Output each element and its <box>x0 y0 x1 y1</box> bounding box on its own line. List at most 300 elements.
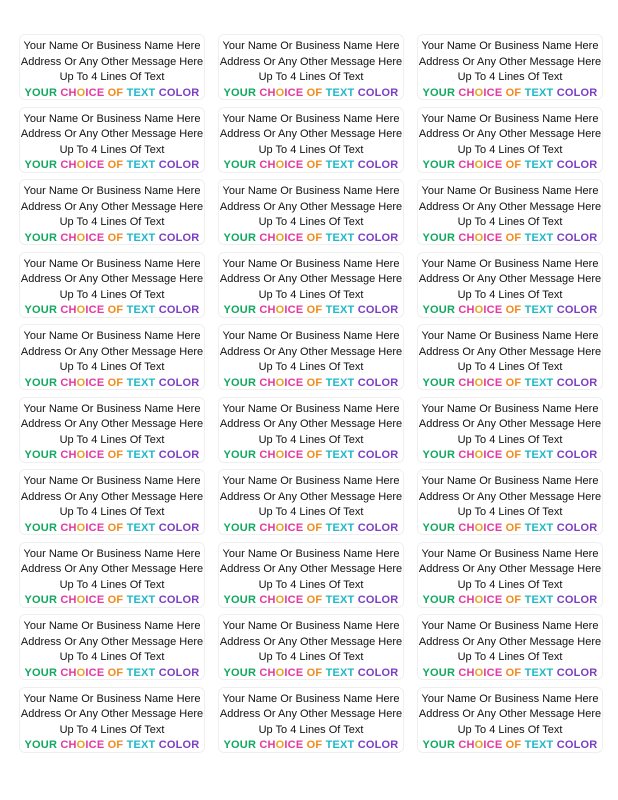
color-text-segment: YOUR <box>223 304 260 316</box>
label-line-1: Your Name Or Business Name Here <box>421 40 599 52</box>
label-line-2: Address Or Any Other Message Here <box>20 128 204 140</box>
color-text-segment: OF <box>306 449 326 461</box>
label-color-line <box>418 666 602 682</box>
color-text-segment: OF <box>505 304 525 316</box>
color-text-segment: COLOR <box>158 86 200 99</box>
label-line-1: Your Name Or Business Name Here <box>421 330 599 342</box>
label-line-1: Your Name Or Business Name Here <box>23 257 201 270</box>
color-text-segment: YOUR <box>223 666 260 679</box>
color-text-segment: OF <box>306 86 326 99</box>
color-text-segment: TEXT <box>524 739 557 751</box>
color-text-segment: TEXT <box>325 666 358 679</box>
color-text-segment: ICE <box>85 86 108 99</box>
color-text-segment: YOUR <box>24 594 61 606</box>
address-label <box>417 469 603 535</box>
color-text-segment: ICE <box>483 594 506 606</box>
color-text-segment: YOUR <box>24 159 61 171</box>
color-text-segment: OF <box>107 231 127 244</box>
color-text-segment: TEXT <box>524 304 557 316</box>
label-color-line <box>418 86 602 102</box>
color-text-segment: CH <box>60 231 77 244</box>
address-label <box>218 614 404 680</box>
color-text-segment: O <box>76 449 86 461</box>
color-text-segment: COLOR <box>158 376 200 389</box>
label-line-1: Your Name Or Business Name Here <box>222 185 400 197</box>
color-text-segment: YOUR <box>223 594 260 606</box>
label-line-1: Your Name Or Business Name Here <box>222 547 400 560</box>
label-line-3: Up To 4 Lines Of Text <box>258 723 364 736</box>
label-color-line <box>219 448 403 464</box>
color-text-segment: OF <box>107 304 127 316</box>
color-text-segment: YOUR <box>422 594 459 606</box>
color-text-segment: ICE <box>284 666 307 679</box>
label-line-3: Up To 4 Lines Of Text <box>59 433 165 446</box>
label-line-2: Address Or Any Other Message Here <box>20 55 204 68</box>
color-text-segment: OF <box>505 159 525 171</box>
color-text-segment: CH <box>60 521 77 534</box>
color-text-segment: CH <box>259 86 276 99</box>
label-line-2: Address Or Any Other Message Here <box>418 128 602 140</box>
color-text-segment: TEXT <box>325 304 358 316</box>
color-text-segment: OF <box>505 376 525 389</box>
color-text-segment: CH <box>259 739 276 751</box>
label-line-3: Up To 4 Lines Of Text <box>457 361 563 373</box>
color-text-segment: YOUR <box>422 376 459 389</box>
color-text-segment: TEXT <box>524 231 557 244</box>
color-text-segment: OF <box>107 666 127 679</box>
label-color-line <box>20 376 204 392</box>
color-text-segment: O <box>275 86 285 99</box>
label-line-3: Up To 4 Lines Of Text <box>457 433 563 446</box>
color-text-segment: ICE <box>483 739 506 751</box>
color-text-segment: O <box>275 739 285 751</box>
color-text-segment: TEXT <box>126 449 159 461</box>
color-text-segment: COLOR <box>158 304 200 316</box>
color-text-segment: TEXT <box>126 739 159 751</box>
color-text-segment: YOUR <box>422 739 459 751</box>
label-line-2: Address Or Any Other Message Here <box>418 345 602 358</box>
color-text-segment: ICE <box>483 449 506 461</box>
color-text-segment: COLOR <box>556 666 598 679</box>
color-text-segment: O <box>275 594 285 606</box>
color-text-segment: COLOR <box>556 159 598 171</box>
color-text-segment: OF <box>505 666 525 679</box>
color-text-segment: ICE <box>483 304 506 316</box>
label-color-line <box>418 521 602 537</box>
color-text-segment: OF <box>306 231 326 244</box>
color-text-segment: COLOR <box>158 449 200 461</box>
color-text-segment: OF <box>306 594 326 606</box>
color-text-segment: ICE <box>85 666 108 679</box>
label-line-3: Up To 4 Lines Of Text <box>457 578 563 591</box>
color-text-segment: CH <box>458 449 475 461</box>
color-text-segment: ICE <box>483 521 506 534</box>
color-text-segment: O <box>474 449 484 461</box>
color-text-segment: TEXT <box>325 521 358 534</box>
label-line-3: Up To 4 Lines Of Text <box>457 723 563 736</box>
color-text-segment: COLOR <box>357 739 399 751</box>
color-text-segment: YOUR <box>422 449 459 461</box>
color-text-segment: COLOR <box>556 594 598 606</box>
color-text-segment: YOUR <box>422 86 459 99</box>
color-text-segment: CH <box>458 594 475 606</box>
color-text-segment: YOUR <box>223 159 260 171</box>
label-line-2: Address Or Any Other Message Here <box>418 708 602 720</box>
color-text-segment: YOUR <box>24 86 61 99</box>
color-text-segment: OF <box>505 231 525 244</box>
label-line-1: Your Name Or Business Name Here <box>421 692 599 705</box>
color-text-segment: CH <box>60 449 77 461</box>
label-line-3: Up To 4 Lines Of Text <box>258 651 364 663</box>
color-text-segment: YOUR <box>223 739 260 751</box>
color-text-segment: OF <box>306 739 326 751</box>
color-text-segment: CH <box>259 304 276 316</box>
label-line-3: Up To 4 Lines Of Text <box>258 361 364 373</box>
color-text-segment: O <box>275 231 285 244</box>
address-label <box>218 469 404 535</box>
label-line-1: Your Name Or Business Name Here <box>222 40 400 52</box>
color-text-segment: O <box>76 666 86 679</box>
color-text-segment: CH <box>458 521 475 534</box>
color-text-segment: O <box>474 521 484 534</box>
label-line-3: Up To 4 Lines Of Text <box>457 506 563 518</box>
label-color-line <box>20 158 204 174</box>
label-line-3: Up To 4 Lines Of Text <box>59 71 165 83</box>
color-text-segment: ICE <box>85 521 108 534</box>
color-text-segment: O <box>474 594 484 606</box>
color-text-segment: COLOR <box>556 521 598 534</box>
address-label <box>19 469 205 535</box>
color-text-segment: TEXT <box>524 86 557 99</box>
label-line-1: Your Name Or Business Name Here <box>23 330 201 342</box>
label-line-1: Your Name Or Business Name Here <box>222 330 400 342</box>
label-line-2: Address Or Any Other Message Here <box>20 708 204 720</box>
label-line-2: Address Or Any Other Message Here <box>219 708 403 720</box>
address-label <box>218 687 404 753</box>
color-text-segment: CH <box>458 86 475 99</box>
color-text-segment: O <box>474 376 484 389</box>
color-text-segment: OF <box>107 376 127 389</box>
address-label <box>218 107 404 173</box>
address-label <box>218 252 404 318</box>
color-text-segment: CH <box>259 666 276 679</box>
color-text-segment: ICE <box>85 159 108 171</box>
color-text-segment: OF <box>306 521 326 534</box>
label-line-1: Your Name Or Business Name Here <box>222 112 400 125</box>
address-label <box>218 542 404 608</box>
address-label <box>19 324 205 390</box>
color-text-segment: CH <box>60 304 77 316</box>
color-text-segment: COLOR <box>556 231 598 244</box>
color-text-segment: OF <box>306 159 326 171</box>
color-text-segment: ICE <box>284 231 307 244</box>
color-text-segment: O <box>275 159 285 171</box>
label-color-line <box>418 376 602 392</box>
color-text-segment: YOUR <box>223 376 260 389</box>
address-label <box>218 34 404 100</box>
label-color-line <box>418 593 602 609</box>
color-text-segment: CH <box>60 86 77 99</box>
color-text-segment: OF <box>306 376 326 389</box>
address-label <box>19 107 205 173</box>
label-line-2: Address Or Any Other Message Here <box>418 55 602 68</box>
label-line-2: Address Or Any Other Message Here <box>418 273 602 285</box>
address-label <box>417 252 603 318</box>
color-text-segment: CH <box>259 376 276 389</box>
color-text-segment: ICE <box>284 376 307 389</box>
address-label <box>417 179 603 245</box>
label-line-3: Up To 4 Lines Of Text <box>457 288 563 301</box>
label-line-3: Up To 4 Lines Of Text <box>258 71 364 83</box>
color-text-segment: CH <box>259 449 276 461</box>
color-text-segment: O <box>474 739 484 751</box>
color-text-segment: ICE <box>85 376 108 389</box>
color-text-segment: O <box>275 304 285 316</box>
color-text-segment: OF <box>107 86 127 99</box>
color-text-segment: TEXT <box>126 231 159 244</box>
address-label <box>417 614 603 680</box>
color-text-segment: YOUR <box>223 231 260 244</box>
label-line-1: Your Name Or Business Name Here <box>23 185 201 197</box>
color-text-segment: OF <box>107 159 127 171</box>
color-text-segment: CH <box>60 376 77 389</box>
color-text-segment: OF <box>505 594 525 606</box>
color-text-segment: O <box>275 666 285 679</box>
label-color-line <box>418 231 602 247</box>
color-text-segment: CH <box>60 739 77 751</box>
label-line-1: Your Name Or Business Name Here <box>222 475 400 487</box>
color-text-segment: O <box>275 376 285 389</box>
label-color-line <box>20 231 204 247</box>
label-line-1: Your Name Or Business Name Here <box>421 112 599 125</box>
label-line-2: Address Or Any Other Message Here <box>418 490 602 503</box>
label-line-2: Address Or Any Other Message Here <box>418 200 602 213</box>
label-line-2: Address Or Any Other Message Here <box>219 128 403 140</box>
label-color-line <box>20 86 204 102</box>
label-color-line <box>219 86 403 102</box>
color-text-segment: O <box>275 521 285 534</box>
label-line-3: Up To 4 Lines Of Text <box>59 578 165 591</box>
color-text-segment: YOUR <box>422 231 459 244</box>
label-color-line <box>418 448 602 464</box>
label-line-2: Address Or Any Other Message Here <box>219 273 403 285</box>
label-color-line <box>20 738 204 754</box>
color-text-segment: YOUR <box>24 666 61 679</box>
label-line-2: Address Or Any Other Message Here <box>20 418 204 430</box>
address-label <box>417 107 603 173</box>
color-text-segment: CH <box>259 594 276 606</box>
color-text-segment: ICE <box>85 594 108 606</box>
color-text-segment: TEXT <box>325 376 358 389</box>
color-text-segment: COLOR <box>158 521 200 534</box>
label-line-1: Your Name Or Business Name Here <box>222 620 400 632</box>
color-text-segment: OF <box>107 594 127 606</box>
label-line-2: Address Or Any Other Message Here <box>219 55 403 68</box>
color-text-segment: YOUR <box>24 739 61 751</box>
color-text-segment: CH <box>458 739 475 751</box>
label-line-1: Your Name Or Business Name Here <box>222 692 400 705</box>
label-line-2: Address Or Any Other Message Here <box>20 563 204 575</box>
address-label <box>417 34 603 100</box>
color-text-segment: YOUR <box>24 231 61 244</box>
color-text-segment: YOUR <box>24 521 61 534</box>
color-text-segment: ICE <box>284 304 307 316</box>
color-text-segment: CH <box>259 521 276 534</box>
color-text-segment: O <box>76 159 86 171</box>
address-label <box>417 542 603 608</box>
label-line-3: Up To 4 Lines Of Text <box>59 361 165 373</box>
color-text-segment: YOUR <box>24 376 61 389</box>
address-label <box>218 397 404 463</box>
color-text-segment: TEXT <box>325 594 358 606</box>
color-text-segment: TEXT <box>524 521 557 534</box>
label-color-line <box>20 448 204 464</box>
address-label <box>417 324 603 390</box>
color-text-segment: YOUR <box>223 86 260 99</box>
label-line-1: Your Name Or Business Name Here <box>222 402 400 415</box>
color-text-segment: CH <box>458 666 475 679</box>
color-text-segment: O <box>474 86 484 99</box>
address-label <box>417 687 603 753</box>
color-text-segment: TEXT <box>126 376 159 389</box>
color-text-segment: TEXT <box>524 376 557 389</box>
label-line-3: Up To 4 Lines Of Text <box>258 143 364 156</box>
color-text-segment: CH <box>458 304 475 316</box>
color-text-segment: ICE <box>284 739 307 751</box>
color-text-segment: OF <box>505 449 525 461</box>
color-text-segment: O <box>474 304 484 316</box>
label-line-2: Address Or Any Other Message Here <box>418 635 602 648</box>
color-text-segment: OF <box>107 521 127 534</box>
color-text-segment: COLOR <box>357 159 399 171</box>
color-text-segment: COLOR <box>556 449 598 461</box>
label-line-1: Your Name Or Business Name Here <box>421 402 599 415</box>
address-label <box>218 324 404 390</box>
label-color-line <box>20 521 204 537</box>
label-line-1: Your Name Or Business Name Here <box>421 257 599 270</box>
label-line-2: Address Or Any Other Message Here <box>418 563 602 575</box>
color-text-segment: CH <box>458 231 475 244</box>
color-text-segment: OF <box>505 739 525 751</box>
label-line-1: Your Name Or Business Name Here <box>23 402 201 415</box>
color-text-segment: COLOR <box>357 376 399 389</box>
color-text-segment: TEXT <box>524 159 557 171</box>
color-text-segment: ICE <box>483 666 506 679</box>
label-line-2: Address Or Any Other Message Here <box>219 490 403 503</box>
color-text-segment: CH <box>60 666 77 679</box>
label-line-1: Your Name Or Business Name Here <box>421 185 599 197</box>
color-text-segment: ICE <box>85 231 108 244</box>
color-text-segment: ICE <box>85 449 108 461</box>
color-text-segment: TEXT <box>126 521 159 534</box>
color-text-segment: CH <box>259 231 276 244</box>
color-text-segment: CH <box>458 376 475 389</box>
label-line-3: Up To 4 Lines Of Text <box>457 216 563 228</box>
label-line-3: Up To 4 Lines Of Text <box>258 506 364 518</box>
color-text-segment: O <box>76 521 86 534</box>
color-text-segment: TEXT <box>126 86 159 99</box>
label-color-line <box>20 593 204 609</box>
color-text-segment: CH <box>259 159 276 171</box>
color-text-segment: TEXT <box>524 594 557 606</box>
color-text-segment: O <box>474 159 484 171</box>
color-text-segment: CH <box>60 594 77 606</box>
color-text-segment: YOUR <box>422 159 459 171</box>
label-line-2: Address Or Any Other Message Here <box>219 200 403 213</box>
label-color-line <box>219 158 403 174</box>
label-color-line <box>219 303 403 319</box>
color-text-segment: COLOR <box>357 304 399 316</box>
color-text-segment: CH <box>60 159 77 171</box>
color-text-segment: O <box>76 739 86 751</box>
label-line-1: Your Name Or Business Name Here <box>421 475 599 487</box>
label-color-line <box>20 666 204 682</box>
label-color-line <box>219 666 403 682</box>
color-text-segment: COLOR <box>357 449 399 461</box>
color-text-segment: ICE <box>284 449 307 461</box>
label-line-3: Up To 4 Lines Of Text <box>59 651 165 663</box>
color-text-segment: OF <box>306 304 326 316</box>
label-line-2: Address Or Any Other Message Here <box>219 418 403 430</box>
label-line-1: Your Name Or Business Name Here <box>421 620 599 632</box>
color-text-segment: TEXT <box>524 666 557 679</box>
color-text-segment: O <box>76 231 86 244</box>
color-text-segment: O <box>76 376 86 389</box>
color-text-segment: COLOR <box>158 159 200 171</box>
label-line-2: Address Or Any Other Message Here <box>20 273 204 285</box>
label-line-1: Your Name Or Business Name Here <box>23 547 201 560</box>
address-label <box>19 542 205 608</box>
color-text-segment: TEXT <box>126 304 159 316</box>
label-line-2: Address Or Any Other Message Here <box>20 345 204 358</box>
color-text-segment: COLOR <box>556 304 598 316</box>
label-line-2: Address Or Any Other Message Here <box>219 345 403 358</box>
color-text-segment: COLOR <box>556 739 598 751</box>
color-text-segment: COLOR <box>556 86 598 99</box>
address-label <box>218 179 404 245</box>
color-text-segment: ICE <box>85 739 108 751</box>
label-line-2: Address Or Any Other Message Here <box>418 418 602 430</box>
label-line-1: Your Name Or Business Name Here <box>23 692 201 705</box>
label-line-1: Your Name Or Business Name Here <box>23 620 201 632</box>
label-line-2: Address Or Any Other Message Here <box>20 200 204 213</box>
color-text-segment: O <box>76 304 86 316</box>
color-text-segment: OF <box>306 666 326 679</box>
label-line-3: Up To 4 Lines Of Text <box>258 216 364 228</box>
label-line-3: Up To 4 Lines Of Text <box>59 288 165 301</box>
color-text-segment: O <box>474 231 484 244</box>
color-text-segment: COLOR <box>357 86 399 99</box>
color-text-segment: COLOR <box>158 739 200 751</box>
color-text-segment: TEXT <box>126 594 159 606</box>
label-color-line <box>219 231 403 247</box>
color-text-segment: YOUR <box>24 449 61 461</box>
label-color-line <box>418 158 602 174</box>
color-text-segment: TEXT <box>325 739 358 751</box>
color-text-segment: COLOR <box>158 594 200 606</box>
color-text-segment: TEXT <box>325 86 358 99</box>
label-line-3: Up To 4 Lines Of Text <box>457 143 563 156</box>
label-line-1: Your Name Or Business Name Here <box>222 257 400 270</box>
label-line-3: Up To 4 Lines Of Text <box>59 143 165 156</box>
color-text-segment: OF <box>107 739 127 751</box>
color-text-segment: ICE <box>483 159 506 171</box>
color-text-segment: ICE <box>483 86 506 99</box>
address-label <box>417 397 603 463</box>
color-text-segment: COLOR <box>357 231 399 244</box>
label-line-1: Your Name Or Business Name Here <box>421 547 599 560</box>
label-line-1: Your Name Or Business Name Here <box>23 112 201 125</box>
